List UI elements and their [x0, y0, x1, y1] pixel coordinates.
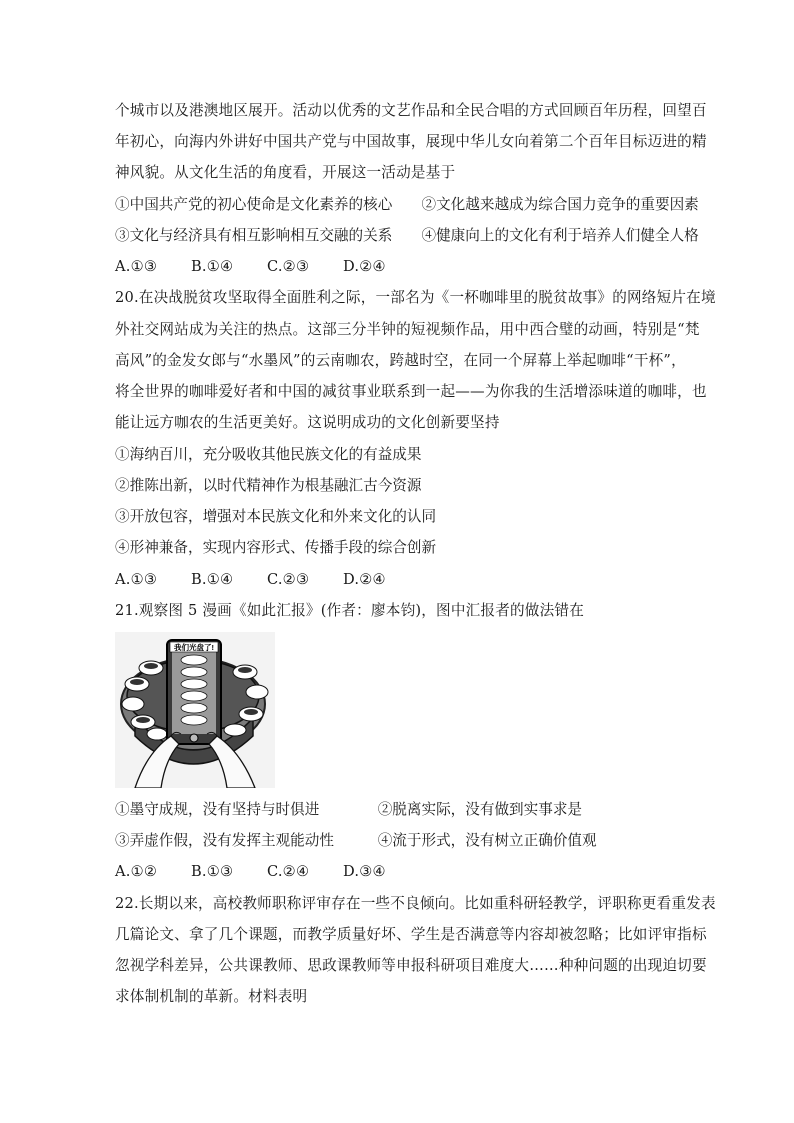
answer-choice-c[interactable]: C.②③: [267, 571, 310, 588]
q19-text-line: 年初心，向海内外讲好中国共产党与中国故事，展现中华儿女向着第二个百年目标迈进的精: [115, 133, 707, 150]
answer-choice-b[interactable]: B.①④: [191, 571, 234, 588]
q20-text-line: 外社交网站成为关注的热点。这部三分半钟的短视频作品，用中西合璧的动画，特别是“梵: [115, 321, 700, 338]
q22-text-line: 求体制机制的革新。材料表明: [115, 988, 308, 1005]
q21-option-row: ①墨守成规，没有坚持与时俱进 ②脱离实际，没有做到实事求是: [115, 801, 583, 818]
q21-answer-choices: [115, 862, 419, 882]
q22-text-line: 22.长期以来，高校教师职称评审存在一些不良倾向。比如重科研轻教学，评职称更看重发表: [115, 895, 716, 912]
q20-option: ④形神兼备，实现内容形式、传播手段的综合创新: [115, 539, 437, 556]
answer-choice-d[interactable]: D.③④: [343, 863, 386, 880]
q21-option-row: ③弄虚作假，没有发挥主观能动性 ④流于形式，没有树立正确价值观: [115, 832, 597, 849]
answer-choice-c[interactable]: C.②④: [267, 863, 310, 880]
q20-option: ③开放包容，增强对本民族文化和外来文化的认同: [115, 508, 437, 525]
q19-option-row: ①中国共产党的初心使命是文化素养的核心 ②文化越来越成为综合国力竞争的重要因素: [115, 196, 699, 213]
q19-text-line: 个城市以及港澳地区展开。活动以优秀的文艺作品和全民合唱的方式回顾百年历程，回望百: [115, 102, 707, 119]
q20-text-line: 高风”的金发女郎与“水墨风”的云南咖农，跨越时空，在同一个屏幕上举起咖啡“干杯”，: [115, 352, 686, 369]
answer-choice-d[interactable]: D.②④: [343, 571, 386, 588]
cartoon-caption: 我们光盘了!: [174, 643, 214, 652]
q20-answer-choices: [115, 570, 419, 590]
answer-choice-c[interactable]: C.②③: [267, 258, 310, 275]
answer-choice-a[interactable]: A.①③: [115, 258, 158, 275]
q22-text-line: 几篇论文、拿了几个课题，而教学质量好坏、学生是否满意等内容却被忽略；比如评审指标: [115, 926, 707, 943]
q20-text-line: 将全世界的咖啡爱好者和中国的减贫事业联系到一起——为你我的生活增添味道的咖啡，也: [115, 383, 707, 400]
answer-choice-d[interactable]: D.②④: [343, 258, 386, 275]
answer-choice-a[interactable]: A.①③: [115, 571, 158, 588]
q19-text-line: 神风貌。从文化生活的角度看，开展这一活动是基于: [115, 164, 456, 181]
q19-option-row: ③文化与经济具有相互影响相互交融的关系 ④健康向上的文化有利于培养人们健全人格: [115, 227, 699, 244]
answer-choice-b[interactable]: B.①④: [191, 258, 234, 275]
q19-answer-choices: [115, 257, 419, 277]
q20-option: ②推陈出新，以时代精神作为根基融汇古今资源: [115, 477, 422, 494]
answer-choice-a[interactable]: A.①②: [115, 863, 158, 880]
q21-stem: 21.观察图 5 漫画《如此汇报》(作者：廖本钧)，图中汇报者的做法错在: [115, 602, 584, 619]
q20-text-line: 能让远方咖农的生活更美好。这说明成功的文化创新要坚持: [115, 414, 500, 431]
cartoon-image: [115, 632, 275, 788]
q20-option: ①海纳百川，充分吸收其他民族文化的有益成果: [115, 446, 422, 463]
q20-text-line: 20.在决战脱贫攻坚取得全面胜利之际，一部名为《一杯咖啡里的脱贫故事》的网络短片在境: [115, 289, 716, 306]
answer-choice-b[interactable]: B.①③: [191, 863, 234, 880]
q22-text-line: 忽视学科差异，公共课教师、思政课教师等申报科研项目难度大……种种问题的出现迫切要: [115, 957, 707, 974]
